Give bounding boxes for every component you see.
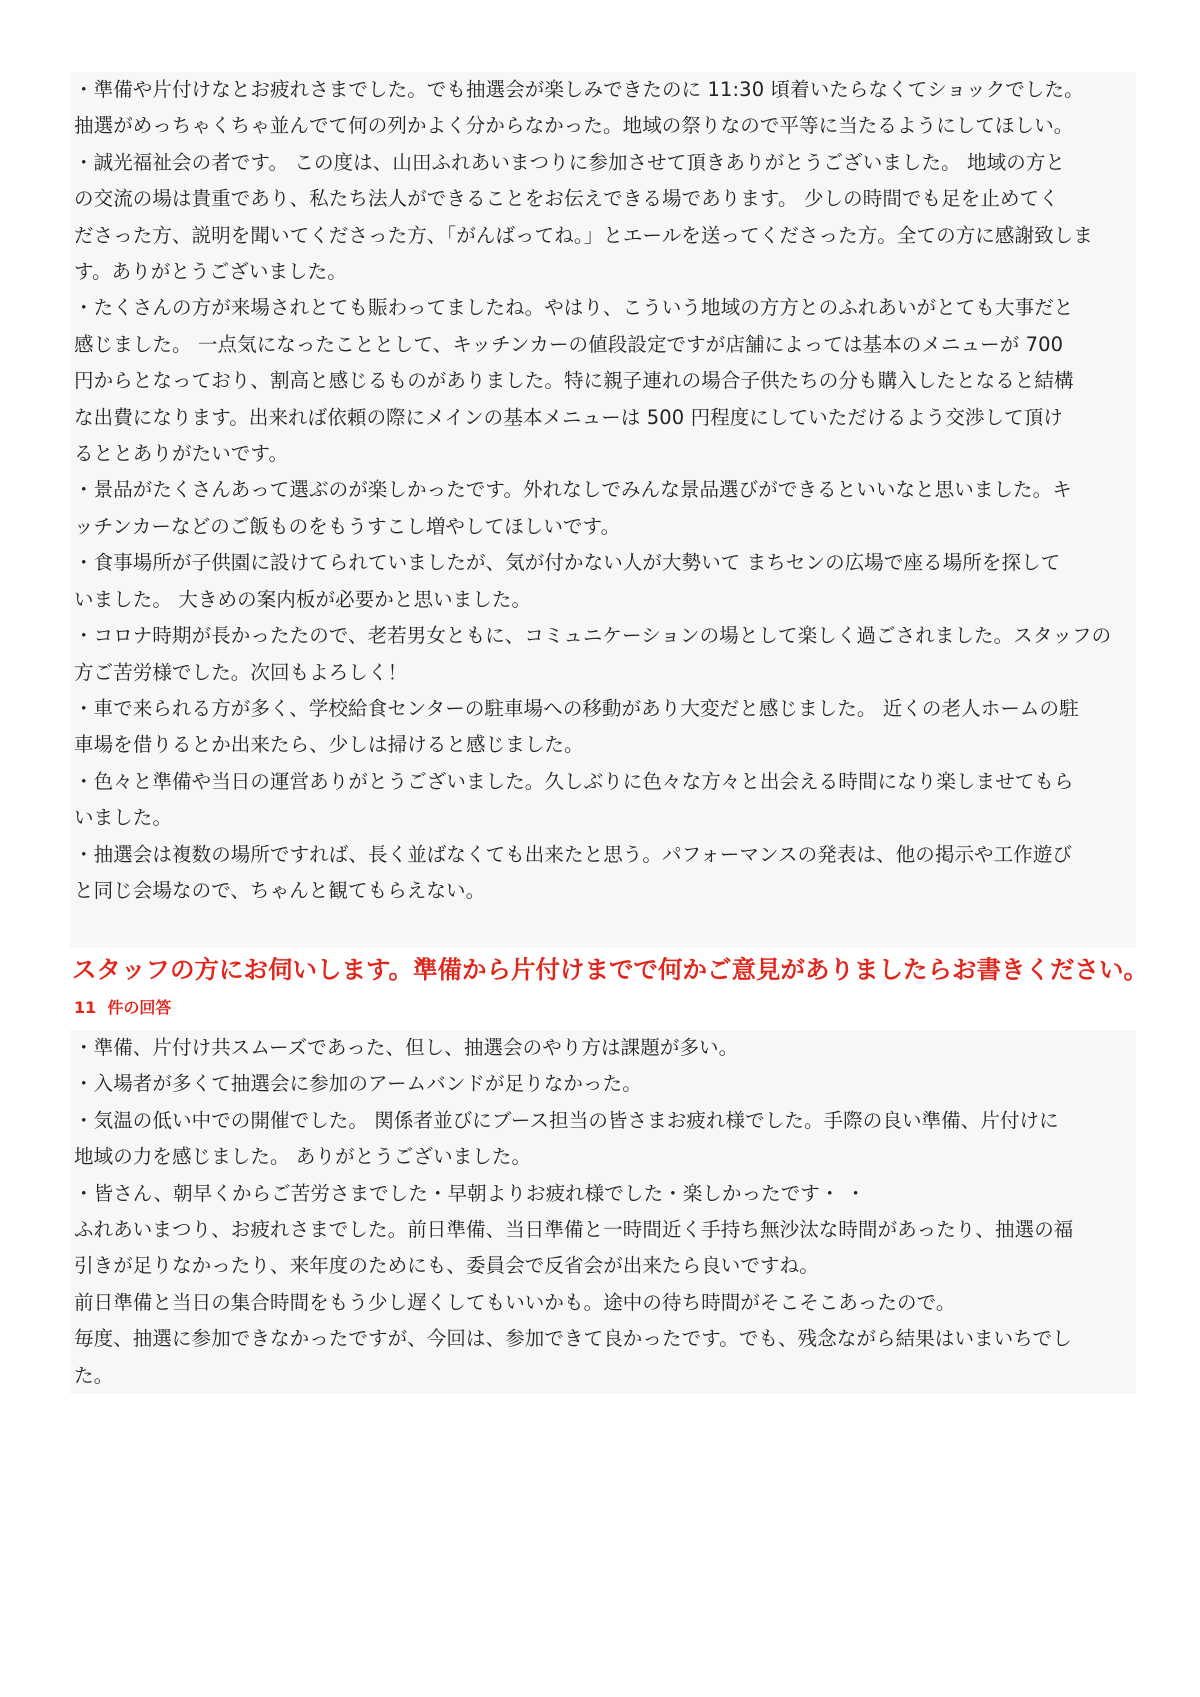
answer-line: 感じました。 一点気になったこととして、キッチンカーの値段設定ですが店舗によっては基本のメニューが 700: [74, 332, 1064, 356]
answer-line: 引きが足りなかったり、来年度のためにも、委員会で反省会が出来たら良いですね。: [74, 1254, 819, 1278]
answer-item: [74, 545, 1132, 618]
answer-item: [74, 764, 1132, 837]
answer-item: [74, 72, 1132, 145]
answer-line: ・たくさんの方が来場されとても賑わってましたね。やはり、こういう地域の方方とのふれあいがとても大事だと: [74, 296, 1074, 320]
answer-line: と同じ会場なので、ちゃんと観てもらえない。: [74, 878, 486, 902]
answer-item: [74, 1066, 1132, 1102]
answer-item: [74, 290, 1132, 472]
answer-item: [74, 1212, 1132, 1285]
answer-line: ・誠光福祉会の者です。 この度は、山田ふれあいまつりに参加させて頂きありがとうございました。 地域の方と: [74, 150, 1066, 174]
answer-line: 抽選がめっちゃくちゃ並んでて何の列かよく分からなかった。地域の祭りなので平等に当たるようにしてほしい。: [74, 114, 1074, 138]
answer-line: るととありがたいです。: [74, 442, 289, 466]
answer-line: ふれあいまつり、お疲れさまでした。前日準備、当日準備と一時間近く手持ち無沙汰な時間があったり、抽選の福: [74, 1218, 1074, 1242]
answer-line: ・景品がたくさんあって選ぶのが楽しかったです。外れなしでみんな景品選びができるといいなと思いました。キ: [74, 478, 1072, 502]
answer-item: [74, 1176, 1132, 1212]
response-count: [74, 996, 171, 1020]
answer-item: [74, 837, 1132, 910]
answer-line: な出費になります。出来れば依頼の際にメインの基本メニューは 500 円程度にしていただけるよう交渉して頂け: [74, 405, 1063, 429]
answer-line: 毎度、抽選に参加できなかったですが、今回は、参加できて良かったです。でも、残念ながら結果はいまいちでし: [74, 1327, 1072, 1351]
answer-item: [74, 472, 1132, 545]
answer-item: [74, 145, 1132, 291]
answer-item: [74, 1285, 1132, 1321]
answer-line: ・準備、片付け共スムーズであった、但し、抽選会のやり方は課題が多い。: [74, 1036, 739, 1059]
answer-line: 前日準備と当日の集合時間をもう少し遅くしてもいいかも。途中の待ち時間がそこそこあったので。: [74, 1290, 956, 1314]
answer-line: ッチンカーなどのご飯ものをもうすこし増やしてほしいです。: [74, 514, 621, 538]
answer-line: す。ありがとうございました。: [74, 260, 347, 284]
answer-item: [74, 1103, 1132, 1176]
answer-line: ・車で来られる方が多く、学校給食センターの駐車場への移動があり大変だと感じました。 近くの老人ホームの駐: [74, 696, 1079, 720]
answer-item: [74, 691, 1132, 764]
answer-line: の交流の場は貴重であり、私たち法人ができることをお伝えできる場であります。 少しの時間でも足を止めてく: [74, 187, 1059, 211]
answer-line: ・食事場所が子供園に設けてられていましたが、気が付かない人が大勢いて まちセンの広場で座る場所を探して: [74, 551, 1061, 575]
answer-line: ・コロナ時期が長かったたので、老若男女ともに、コミュニケーションの場として楽しく過ごされました。スタッフの: [74, 624, 1112, 648]
answer-line: ・皆さん、朝早くからご苦労さまでした・早朝よりお疲れ様でした・楽しかったです・ ・: [74, 1181, 866, 1205]
answer-item: [74, 618, 1132, 691]
answer-line: ・気温の低い中での開催でした。 関係者並びにブース担当の皆さまお疲れ様でした。手際の良い準備、片付けに: [74, 1108, 1059, 1132]
answer-item: [74, 1321, 1132, 1394]
response-count-label: 件の回答: [107, 998, 172, 1017]
answers-list: [70, 72, 1136, 948]
answer-line: 地域の力を感じました。 ありがとうございました。: [74, 1145, 532, 1169]
answer-line: 円からとなっており、割高と感じるものがありました。特に親子連れの場合子供たちの分も購入したとなると結構: [74, 369, 1074, 393]
answer-item: [74, 1030, 1132, 1066]
question-title: スタッフの方にお伺いします。準備から片付けまでで何かご意見がありましたらお書きください。: [72, 955, 1149, 984]
answer-line: ださった方、説明を聞いてくださった方、「がんばってね。」とエールを送ってくださった方。全ての方に感謝致しま: [74, 223, 1093, 247]
answer-line: ・入場者が多くて抽選会に参加のアームバンドが足りなかった。: [74, 1072, 642, 1096]
answer-line: ・準備や片付けなとお疲れさまでした。でも抽選会が楽しみできたのに 11:30 頃着いたらなくてショックでした。: [74, 78, 1084, 101]
answer-line: ・色々と準備や当日の運営ありがとうございました。久しぶりに色々な方々と出会える時間になり楽しませてもら: [74, 769, 1074, 793]
answer-line: 車場を借りるとか出来たら、少しは掃けると感じました。: [74, 733, 584, 757]
answers-list: [70, 1030, 1136, 1394]
answer-line: 方ご苦労様でした。次回もよろしく！: [74, 660, 408, 684]
answer-line: いました。 大きめの案内板が必要かと思いました。: [74, 587, 532, 611]
answer-line: ・抽選会は複数の場所ですれば、長く並ばなくても出来たと思う。パフォーマンスの発表は、他の掲示や工作遊び: [74, 842, 1073, 866]
answer-line: いました。: [74, 806, 173, 830]
answer-line: た。: [74, 1363, 114, 1387]
response-count-number: 11: [74, 998, 97, 1017]
